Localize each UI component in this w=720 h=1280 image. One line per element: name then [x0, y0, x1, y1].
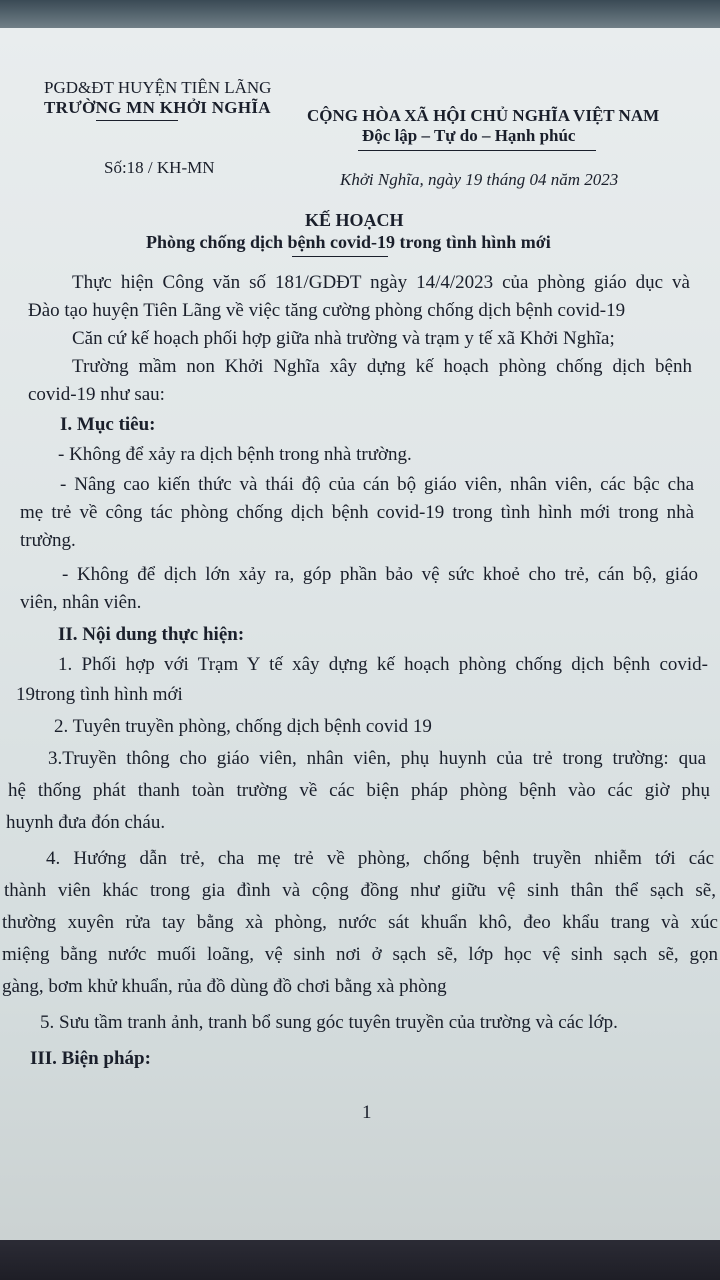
- section-1-item-3-line-2: viên, nhân viên.: [20, 592, 142, 613]
- section-2-item-4-line-4: miệng bằng nước muối loãng, vệ sinh nơi ở sạch sẽ, lớp học vệ sinh sạch sẽ, gọn: [2, 944, 718, 965]
- org-line-department: PGD&ĐT HUYỆN TIÊN LÃNG: [44, 78, 272, 97]
- section-2-item-4-line-5: gàng, bơm khử khuẩn, rủa đồ dùng đồ chơi bằng xà phòng: [2, 976, 447, 997]
- section-2-item-3-line-1: 3.Truyền thông cho giáo viên, nhân viên, phụ huynh của trẻ trong trường: qua: [48, 748, 706, 769]
- page-number: 1: [362, 1102, 372, 1123]
- section-2-item-1-line-1: 1. Phối hợp với Trạm Y tế xây dựng kế hoạch phòng chống dịch bệnh covid-: [58, 654, 708, 675]
- subtitle-underline: [292, 256, 388, 257]
- para-3-line-2: covid-19 như sau:: [28, 384, 165, 405]
- document-subtitle: Phòng chống dịch bệnh covid-19 trong tình hình mới: [146, 232, 551, 252]
- section-2-item-3-line-2: hệ thống phát thanh toàn trường về các biện pháp phòng bệnh vào các giờ phụ: [8, 780, 710, 801]
- document-title: KẾ HOẠCH: [305, 210, 404, 230]
- doc-number: Số:18 / KH-MN: [104, 158, 215, 177]
- section-1-item-2-line-2: mẹ trẻ về công tác phòng chống dịch bệnh covid-19 trong tình hình mới trong nhà: [20, 502, 694, 523]
- para-1-line-2: Đào tạo huyện Tiên Lãng về việc tăng cường phòng chống dịch bệnh covid-19: [28, 300, 626, 321]
- section-1-item-2-line-3: trường.: [20, 530, 76, 551]
- section-2-item-4-line-3: thường xuyên rửa tay bằng xà phòng, nước sát khuẩn khô, đeo khẩu trang và xúc: [2, 912, 718, 933]
- section-2-item-4-line-1: 4. Hướng dẫn trẻ, cha mẹ trẻ về phòng, chống bệnh truyền nhiễm tới các: [46, 848, 714, 869]
- section-2-heading: II. Nội dung thực hiện:: [58, 624, 245, 645]
- motto-underline: [358, 150, 596, 151]
- background-bottom: [0, 1240, 720, 1280]
- org-line-school: TRƯỜNG MN KHỞI NGHĨA: [44, 98, 271, 117]
- section-2-item-1-line-2: 19trong tình hình mới: [16, 684, 183, 705]
- place-date: Khởi Nghĩa, ngày 19 tháng 04 năm 2023: [340, 170, 619, 189]
- para-2: Căn cứ kế hoạch phối hợp giữa nhà trường và trạm y tế xã Khởi Nghĩa;: [72, 328, 615, 349]
- section-1-item-1: - Không để xảy ra dịch bệnh trong nhà trường.: [58, 444, 412, 465]
- nation-title: CỘNG HÒA XÃ HỘI CHỦ NGHĨA VIỆT NAM: [307, 106, 660, 125]
- document-page: [0, 28, 720, 1240]
- section-3-heading: III. Biện pháp:: [30, 1048, 151, 1069]
- para-1-line-1: Thực hiện Công văn số 181/GDĐT ngày 14/4/2023 của phòng giáo dục và: [72, 272, 690, 293]
- section-1-item-2-line-1: - Nâng cao kiến thức và thái độ của cán bộ giáo viên, nhân viên, các bậc cha: [60, 474, 694, 495]
- section-2-item-4-line-2: thành viên khác trong gia đình và cộng đồng như giữu vệ sinh thân thể sạch sẽ,: [4, 880, 716, 901]
- school-underline: [96, 120, 178, 121]
- nation-motto: Độc lập – Tự do – Hạnh phúc: [362, 126, 576, 145]
- section-2-item-2: 2. Tuyên truyền phòng, chống dịch bệnh covid 19: [54, 716, 432, 737]
- section-2-item-3-line-3: huynh đưa đón cháu.: [6, 812, 166, 833]
- section-1-heading: I. Mục tiêu:: [60, 414, 156, 435]
- section-2-item-5: 5. Sưu tầm tranh ảnh, tranh bổ sung góc tuyên truyền của trường và các lớp.: [40, 1012, 618, 1033]
- para-3-line-1: Trường mầm non Khởi Nghĩa xây dựng kế hoạch phòng chống dịch bệnh: [72, 356, 692, 377]
- section-1-item-3-line-1: - Không để dịch lớn xảy ra, góp phần bảo vệ sức khoẻ cho trẻ, cán bộ, giáo: [62, 564, 698, 585]
